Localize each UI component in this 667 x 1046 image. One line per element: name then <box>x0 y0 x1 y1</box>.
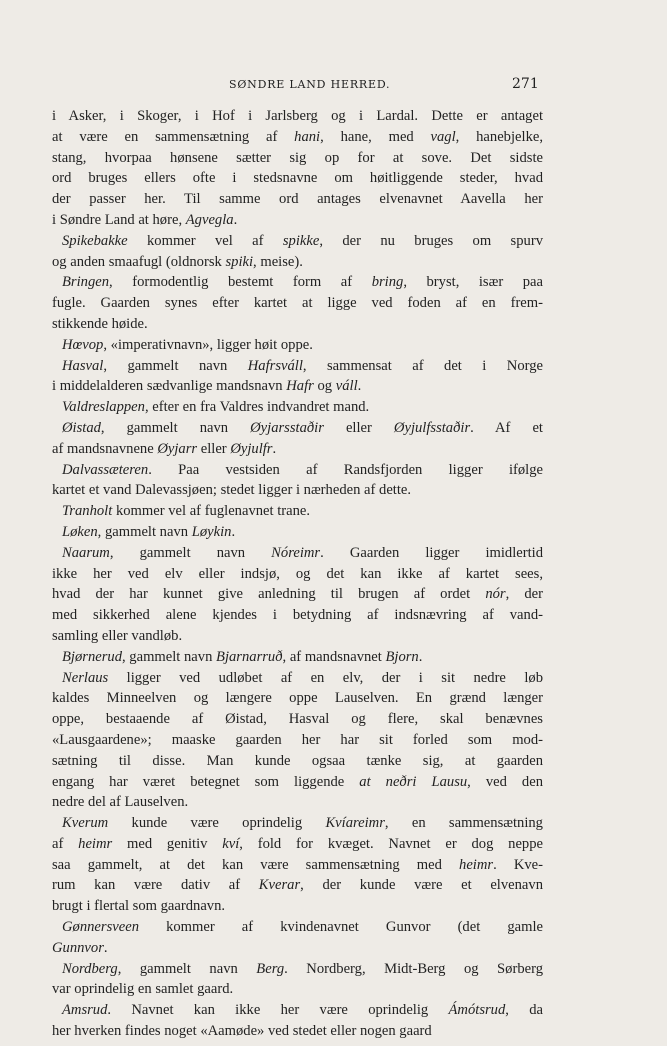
italic-term: Berg <box>256 960 285 977</box>
text-run: , der nu bruges om spurv <box>319 232 543 249</box>
text-run: med sikkerhed alene kjendes i betydning af indsnævring af vand- <box>52 607 543 624</box>
text-line <box>52 688 543 709</box>
text-line <box>52 522 543 543</box>
text-line <box>52 127 543 148</box>
italic-term: Dalvassæteren <box>62 461 149 478</box>
text-line <box>52 397 543 418</box>
text-run: saa gammelt, at det kan være sammensætning med <box>52 856 460 873</box>
italic-term: spiki <box>225 253 254 270</box>
text-line <box>52 917 543 938</box>
italic-term: heimr <box>78 835 113 852</box>
text-run: , sammensat af det i Norge <box>302 357 543 374</box>
text-run: rum kan være dativ af <box>52 877 259 894</box>
text-run: , der <box>505 586 544 603</box>
italic-term: Gønnersveen <box>62 919 139 936</box>
text-run: i middelalderen sædvanlige mandsnavn <box>52 378 287 395</box>
text-run: , ved den <box>467 773 543 790</box>
text-line <box>52 772 543 793</box>
text-run: og <box>313 378 336 395</box>
text-run: . Paa vestsiden af Randsfjorden ligger ifølge <box>148 461 543 478</box>
text-line <box>52 460 543 481</box>
text-line <box>52 148 543 169</box>
text-run: , formodentlig bestemt form af <box>109 274 372 291</box>
text-run: , gammelt navn <box>117 960 257 977</box>
italic-term: Øyjarsstaðir <box>250 419 324 436</box>
italic-term: Øistad <box>62 419 101 436</box>
text-run: sætning til disse. Man kunde ogsaa tænke sig, at gaarden <box>52 752 543 769</box>
text-run: eller <box>197 440 231 457</box>
italic-term: Øyjulfsstaðir <box>393 419 471 436</box>
text-run: ikke her ved elv eller indsjø, og det kan ikke af kartet sees, <box>52 565 543 582</box>
italic-term: Løykin <box>191 523 232 540</box>
text-run: , gammelt navn <box>97 523 192 540</box>
text-line <box>52 272 543 293</box>
text-run: her hverken findes noget «Aamøde» ved stedet eller nogen gaard <box>52 1023 432 1040</box>
text-run: , af mandsnavnet <box>282 648 386 665</box>
text-run: . Nordberg, Midt-Berg og Sørberg <box>284 960 543 977</box>
text-run: med genitiv <box>112 835 223 852</box>
italic-term: Valdreslappen <box>62 399 145 416</box>
italic-term: Agvegla <box>185 211 234 228</box>
text-line <box>52 231 543 252</box>
text-run: kunde være oprindelig <box>108 815 326 832</box>
italic-term: Naarum <box>62 544 110 561</box>
text-run: stikkende høide. <box>52 315 148 332</box>
text-run: ligger ved udløbet af en elv, der i sit nedre løb <box>108 669 543 686</box>
text-run: , en sammensætning <box>384 815 543 832</box>
italic-term: Løken <box>62 523 98 540</box>
text-run: af mandsnavnene <box>52 440 158 457</box>
text-run: . <box>233 211 238 228</box>
italic-term: Kverar <box>258 877 301 894</box>
text-line <box>52 1021 543 1042</box>
italic-term: bring <box>371 274 404 291</box>
text-line <box>52 501 543 522</box>
text-line <box>52 959 543 980</box>
italic-term: Kvíareimr <box>325 815 385 832</box>
italic-term: Øyjarr <box>157 440 198 457</box>
text-run: , gammelt navn <box>100 419 251 436</box>
italic-term: Ámótsrud <box>448 1002 506 1019</box>
text-line <box>52 896 543 917</box>
italic-term: Gunnvor <box>52 939 104 956</box>
text-run: , bryst, især paa <box>403 274 543 291</box>
text-run: . <box>272 440 277 457</box>
text-run: , meise). <box>253 253 303 270</box>
text-run: stang, hvorpaa hønsene sætter sig op for at sove. Det sidste <box>52 149 543 166</box>
text-run: ord bruges ellers ofte i stedsnavne om høitliggende steder, hvad <box>52 170 543 187</box>
text-line <box>52 834 543 855</box>
text-run: fugle. Gaarden synes efter kartet at ligge ved foden af en frem- <box>52 295 543 312</box>
italic-term: Øyjulfr <box>230 440 273 457</box>
text-run: , hane, med <box>320 128 431 145</box>
text-line <box>52 106 543 127</box>
text-line <box>52 938 543 959</box>
italic-term: kví <box>222 835 240 852</box>
italic-term: Bjarnarruð <box>216 648 283 665</box>
text-run: at være en sammensætning af <box>52 128 295 145</box>
text-run: . Af et <box>470 419 543 436</box>
text-run: kommer vel af fuglenavnet trane. <box>112 503 311 520</box>
italic-term: Hafrsváll <box>247 357 303 374</box>
text-line <box>52 647 543 668</box>
text-run: oppe, bestaaende af Øistad, Hasval og flere, skal benævnes <box>52 711 543 728</box>
italic-term: Bringen <box>62 274 110 291</box>
text-run: . <box>231 523 236 540</box>
text-run: «Lausgaardene»; maaske gaarden her har sit forled som mod- <box>52 731 543 748</box>
text-run: kartet et vand Dalevassjøen; stedet ligger i nærheden af dette. <box>52 482 412 499</box>
italic-term: Tranholt <box>62 503 113 520</box>
text-line <box>52 979 543 1000</box>
italic-term: Nóreimr <box>271 544 321 561</box>
text-line <box>52 584 543 605</box>
text-run: , der kunde være et elvenavn <box>300 877 543 894</box>
text-run: engang har været betegnet som liggende <box>52 773 360 790</box>
text-line <box>52 730 543 751</box>
text-line <box>52 293 543 314</box>
text-run: , gammelt navn <box>103 357 248 374</box>
text-run: , da <box>505 1002 544 1019</box>
text-line <box>52 855 543 876</box>
body-text <box>52 106 543 1042</box>
text-line <box>52 543 543 564</box>
text-line <box>52 1000 543 1021</box>
text-run: . <box>418 648 423 665</box>
italic-term: váll <box>335 378 358 395</box>
text-line <box>52 168 543 189</box>
text-line <box>52 335 543 356</box>
text-run: kaldes Minneelven og længere oppe Lauselven. En grænd længer <box>52 690 543 707</box>
text-line <box>52 356 543 377</box>
text-run: , gammelt navn <box>109 544 272 561</box>
text-run: , efter en fra Valdres indvandret mand. <box>144 399 370 416</box>
text-line <box>52 792 543 813</box>
text-line <box>52 314 543 335</box>
text-run: hvad der har kunnet give anledning til brugen af ordet <box>52 586 486 603</box>
italic-term: Bjørnerud <box>62 648 122 665</box>
text-line <box>52 210 543 231</box>
italic-term: Kverum <box>62 815 109 832</box>
italic-term: Hafr <box>286 378 314 395</box>
page-number: 271 <box>512 76 539 92</box>
italic-term: Hasval <box>62 357 104 374</box>
text-run: , hanebjelke, <box>455 128 543 145</box>
text-line <box>52 668 543 689</box>
text-run: eller <box>323 419 394 436</box>
italic-term: vagl <box>430 128 456 145</box>
text-line <box>52 605 543 626</box>
text-run: , «imperativnavn», ligger høit oppe. <box>103 336 313 353</box>
text-run: kommer af kvindenavnet Gunvor (det gamle <box>139 919 543 936</box>
italic-term: Nordberg <box>62 960 118 977</box>
italic-term: Amsrud <box>62 1002 108 1019</box>
text-line <box>52 626 543 647</box>
text-line <box>52 813 543 834</box>
text-run: kommer vel af <box>127 232 283 249</box>
text-line <box>52 189 543 210</box>
text-run: af <box>52 835 79 852</box>
text-line <box>52 376 543 397</box>
italic-term: spikke <box>282 232 320 249</box>
italic-term: Bjorn <box>385 648 419 665</box>
italic-term: hani <box>294 128 321 145</box>
text-line <box>52 564 543 585</box>
text-run: i Søndre Land at høre, <box>52 211 186 228</box>
text-run: i Asker, i Skoger, i Hof i Jarlsberg og i Lardal. Dette er antaget <box>52 108 543 124</box>
text-run: . <box>103 939 108 956</box>
text-run: nedre del af Lauselven. <box>52 794 189 811</box>
text-run: samling eller vandløb. <box>52 627 183 644</box>
text-line <box>52 751 543 772</box>
text-run: . Kve- <box>493 856 543 873</box>
text-run: . Navnet kan ikke her være oprindelig <box>107 1002 449 1019</box>
text-run: , gammelt navn <box>122 648 217 665</box>
text-run: var oprindelig en samlet gaard. <box>52 981 234 998</box>
text-line <box>52 252 543 273</box>
text-line <box>52 875 543 896</box>
text-line <box>52 709 543 730</box>
italic-term: Spikebakke <box>62 232 128 249</box>
italic-term: Hœvop <box>62 336 104 353</box>
text-run: . <box>357 378 362 395</box>
text-run: , fold for kvæget. Navnet er dog neppe <box>239 835 544 852</box>
italic-term: heimr <box>459 856 494 873</box>
italic-term: Nerlaus <box>62 669 109 686</box>
text-run: og anden smaafugl (oldnorsk <box>52 253 226 270</box>
text-line <box>52 480 543 501</box>
running-title: SØNDRE LAND HERRED. <box>229 78 391 91</box>
text-run: . Gaarden ligger imidlertid <box>320 544 543 561</box>
text-run: brugt i flertal som gaardnavn. <box>52 898 226 915</box>
text-run: der passer her. Til samme ord antages elvenavnet Aavella her <box>52 191 543 208</box>
italic-term: at neðri Lausu <box>359 773 468 790</box>
text-line <box>52 439 543 460</box>
text-line <box>52 418 543 439</box>
italic-term: nór <box>485 586 506 603</box>
